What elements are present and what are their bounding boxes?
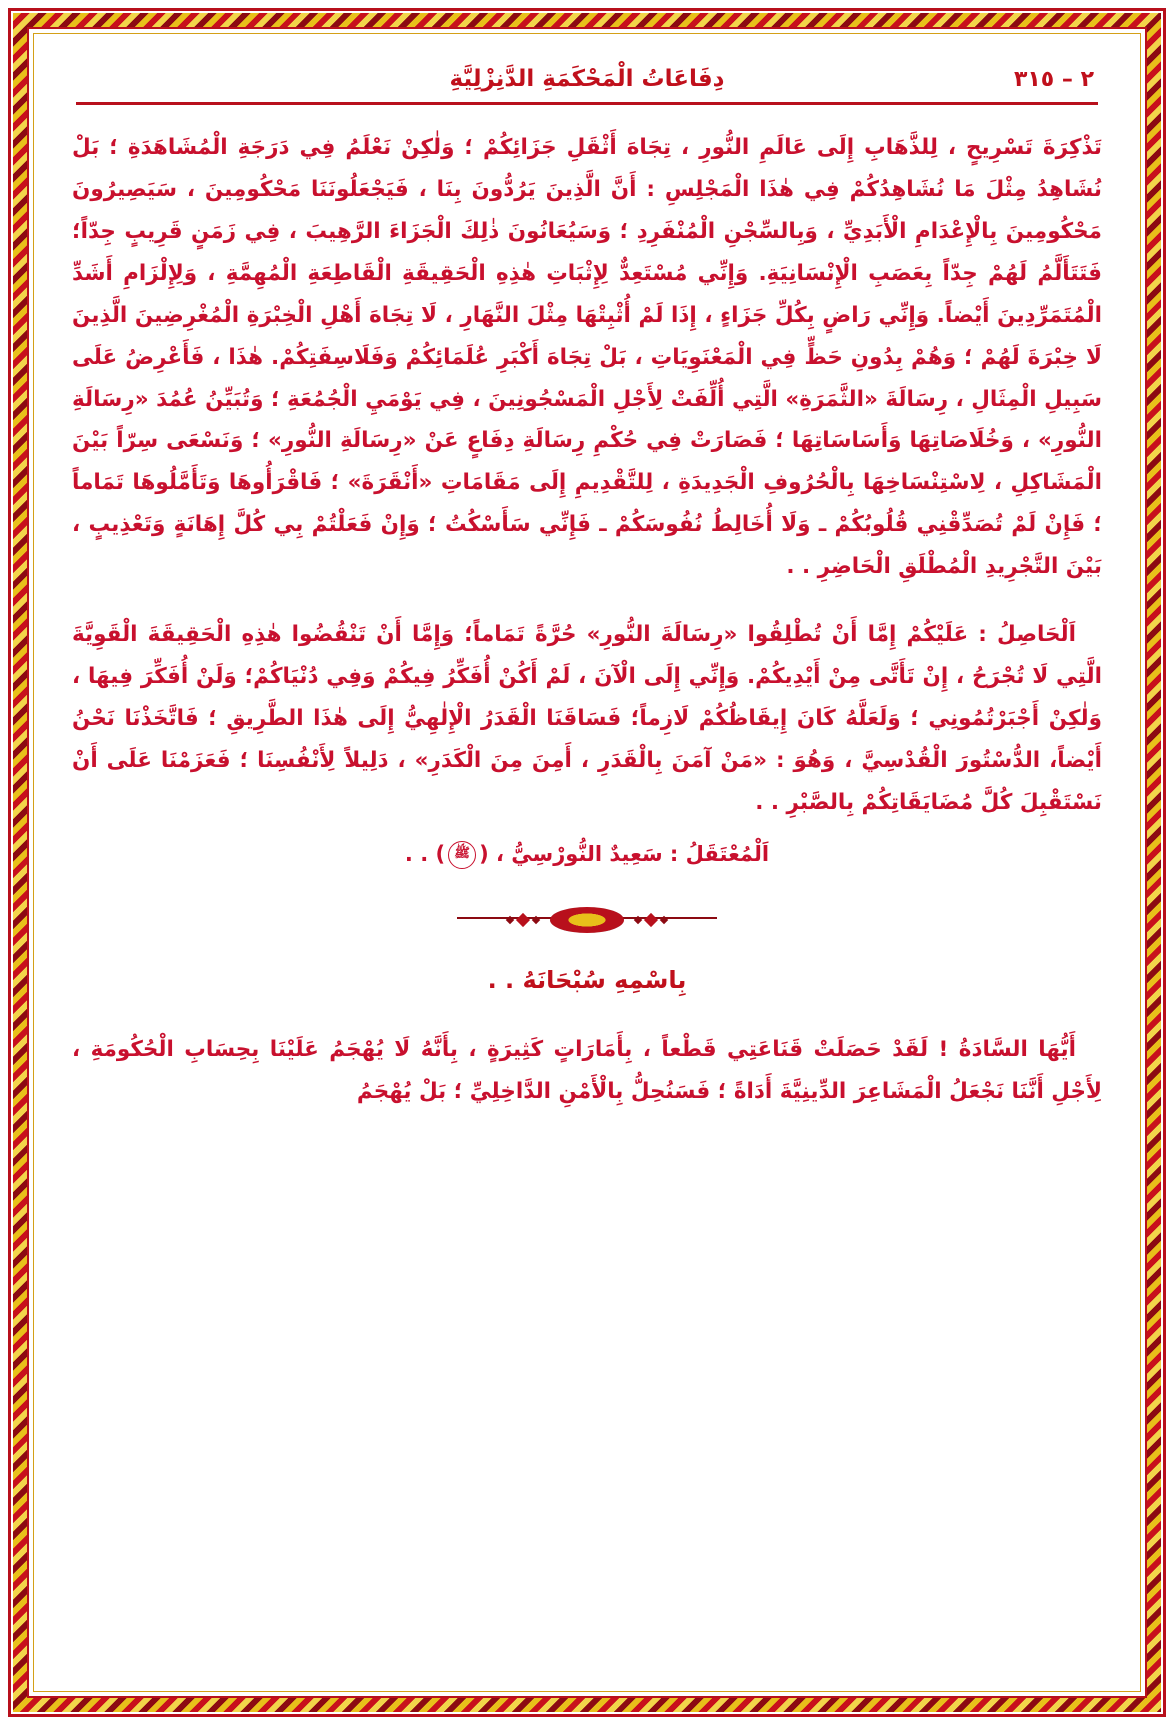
page-content [44,44,1130,1681]
paragraph-3: أَيُّهَا السَّادَةُ ! لَقَدْ حَصَلَتْ قَنَاعَتِي قَطْعاً ، بِأَمَارَاتٍ كَثِيرَةٍ ، بِأَنَّهُ لَا يُهْجَمُ عَلَيْنَا بِحِسَابِ الْحُكُومَةِ ، لِأَجْلِ أَنَّنَا نَجْعَلُ الْمَشَاعِرَ الدِّينِيَّةَ أَدَاةً ؛ فَسَنُحِلُّ بِالْأَمْنِ الدَّاخِلِيِّ ؛ بَلْ يُهْجَمُ [72,1037,1102,1105]
divider-knot-icon [550,907,624,933]
divider-diamonds [457,907,717,933]
basmala-heading: بِاسْمِهِ سُبْحَانَهُ . . [487,965,687,994]
signature-text-before: اَلْمُعْتَقَلُ : سَعِيدٌ النُّورْسِيُّ ، ( [479,841,770,866]
divider-diamond-icon [634,915,642,923]
decorative-divider [457,901,717,935]
signature-line [72,834,1102,875]
seal-icon: ﷺ [448,841,476,869]
divider-diamond-icon [516,913,530,927]
divider-diamond-icon [660,915,668,923]
body-text [72,127,1102,1113]
page-number: ٢ – ٣١٥ [1013,67,1094,92]
divider-diamond-icon [532,915,540,923]
divider-diamond-icon [506,915,514,923]
header-divider-rule [76,102,1098,105]
page-header [72,66,1102,92]
paragraph-2: اَلْحَاصِلُ : عَلَيْكُمْ إِمَّا أَنْ تُطْلِقُوا «رِسَالَةَ النُّورِ» حُرَّةً تَمَاماً؛ وَإِمَّا أَنْ تَنْقُضُوا هٰذِهِ الْحَقِيقَةَ الْقَوِيَّةَ الَّتِي لَا تُجْرَحُ ، إِنْ تَأَتَّى مِنْ أَيْدِيكُمْ. وَإِنِّي إِلَى الْآنَ ، لَمْ أَكُنْ أُفَكِّرُ فِيكُمْ وَفِي دُنْيَاكُمْ؛ وَلَنْ أُفَكِّرَ فِيهَا ، وَلٰكِنْ أَجْبَرْتُمُونِي ؛ وَلَعَلَّهُ كَانَ إِيقَاظُكُمْ لَازِماً؛ فَسَاقَنَا الْقَدَرُ الْإِلٰهِيُّ إِلَى هٰذَا الطَّرِيقِ ؛ فَاتَّخَذْنَا نَحْنُ أَيْضاً، الدُّسْتُورَ الْقُدْسِيَّ ، وَهُوَ : «مَنْ آمَنَ بِالْقَدَرِ ، أَمِنَ مِنَ الْكَدَرِ» ، دَلِيلاً لِأَنْفُسِنَا ؛ فَعَزَمْنَا عَلَى أَنْ نَسْتَقْبِلَ كُلَّ مُضَايَقَاتِكُمْ بِالصَّبْرِ . . [72,622,1102,815]
divider-diamond-icon [644,913,658,927]
paragraph-1: تَذْكِرَةَ تَسْرِيحٍ ، لِلذَّهَابِ إِلَى عَالَمِ النُّورِ ، تِجَاهَ أَثْقَلِ جَزَائِكُمْ ؛ وَلٰكِنْ نَعْلَمُ فِي دَرَجَةِ الْمُشَاهَدَةِ ؛ بَلْ نُشَاهِدُ مِثْلَ مَا نُشَاهِدُكُمْ فِي هٰذَا الْمَجْلِسِ : أَنَّ الَّذِينَ يَرُدُّونَ بِنَا ، فَيَجْعَلُونَنَا مَحْكُومِينَ ، سَيَصِيرُونَ مَحْكُومِينَ بِالْإِعْدَامِ الْأَبَدِيِّ ، وَبِالسِّجْنِ الْمُنْفَرِدِ ؛ وَسَيُعَانُونَ ذٰلِكَ الْجَزَاءَ الرَّهِيبَ ، فِي زَمَنٍ قَرِيبٍ جِدّاً؛ فَتَتَأَلَّمُ لَهُمْ جِدّاً بِعَصَبِ الْإِنْسَانِيَةِ. وَإِنِّي مُسْتَعِدٌّ لِإِثْبَاتِ هٰذِهِ الْحَقِيقَةِ الْقَاطِعَةِ الْمُهِمَّةِ ، وَلِإِلْزَامِ أَشَدِّ الْمُتَمَرِّدِينَ أَيْضاً. وَإِنِّي رَاضٍ بِكُلِّ جَزَاءٍ ، إِذَا لَمْ أُثْبِتْهَا مِثْلَ النَّهَارِ ، لَا تِجَاهَ أَهْلِ الْخِبْرَةِ الْمُغْرِضِينَ الَّذِينَ لَا خِبْرَةَ لَهُمْ ؛ وَهُمْ بِدُونِ حَظٍّ فِي الْمَعْنَوِيَاتِ ، بَلْ تِجَاهَ أَكْبَرِ عُلَمَائِكُمْ وَفَلَاسِفَتِكُمْ. هٰذَا ، فَأَعْرِضُ عَلَى سَبِيلِ الْمِثَالِ ، رِسَالَةَ «الثَّمَرَةِ» الَّتِي أُلِّفَتْ لِأَجْلِ الْمَسْجُونِينَ ، فِي يَوْمَيِ الْجُمُعَةِ ؛ وَتُبَيِّنُ عُمُدَ «رِسَالَةِ النُّورِ» ، وَخُلَاصَاتِهَا وَأَسَاسَاتِهَا ؛ فَصَارَتْ فِي حُكْمِ رِسَالَةِ دِفَاعٍ عَنْ «رِسَالَةِ النُّورِ» ؛ وَنَسْعَى سِرّاً بَيْنَ الْمَشَاكِلِ ، لِاسْتِنْسَاخِهَا بِالْحُرُوفِ الْجَدِيدَةِ ، لِلتَّقْدِيمِ إِلَى مَقَامَاتِ «أَنْقَرَةَ» ؛ فَاقْرَأُوهَا وَتَأَمَّلُوهَا تَمَاماً ؛ فَإِنْ لَمْ تُصَدِّقْنِي قُلُوبُكُمْ ـ وَلَا أُخَالِطُ نُفُوسَكُمْ ـ فَإِنِّي سَأَسْكُتُ ؛ وَإِنْ فَعَلْتُمْ بِي كُلَّ إِهَانَةٍ وَتَعْذِيبٍ ، بَيْنَ التَّجْرِيدِ الْمُطْلَقِ الْحَاضِرِ . . [72,135,1102,580]
signature-text-after: ) . . [404,841,446,866]
page-title: دِفَاعَاتُ الْمَحْكَمَةِ الدَّنِزْلِيَّةِ [449,66,725,92]
